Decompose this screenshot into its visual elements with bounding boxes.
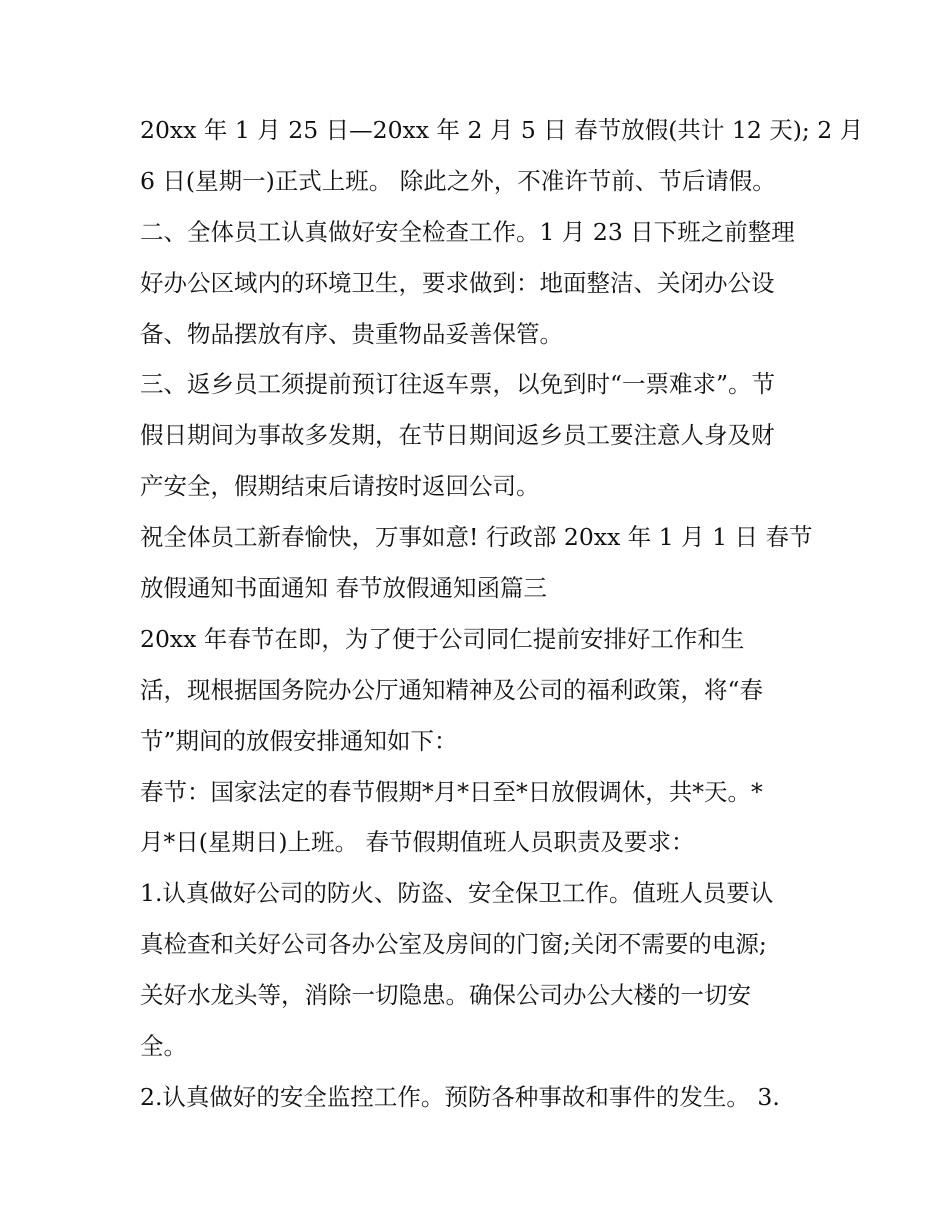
text-line: 三、返乡员工须提前预订往返车票，以免到时“一票难求”。节 <box>140 370 776 399</box>
text-line: 春节：国家法定的春节假期*月*日至*日放假调休，共*天。* <box>140 777 763 806</box>
text-line: 1.认真做好公司的防火、防盗、安全保卫工作。值班人员要认 <box>140 879 774 908</box>
text-line: 好办公区域内的环境卫生，要求做到：地面整洁、关闭办公设 <box>140 268 775 297</box>
text-line: 放假通知书面通知 春节放假通知函篇三 <box>140 574 547 603</box>
text-line: 二、全体员工认真做好安全检查工作。1 月 23 日下班之前整理 <box>140 217 795 246</box>
text-line: 产安全，假期结束后请按时返回公司。 <box>140 472 540 501</box>
text-line: 2.认真做好的安全监控工作。预防各种事故和事件的发生。 3. <box>140 1082 780 1111</box>
text-line: 真检查和关好公司各办公室及房间的门窗;关闭不需要的电源; <box>140 930 767 959</box>
notice-body-text <box>140 105 864 1123</box>
text-line: 活，现根据国务院办公厅通知精神及公司的福利政策，将“春 <box>140 675 764 704</box>
text-line: 关好水龙头等，消除一切隐患。确保公司办公大楼的一切安 <box>140 981 751 1010</box>
text-line: 备、物品摆放有序、贵重物品妥善保管。 <box>140 319 563 348</box>
text-line: 假日期间为事故多发期，在节日期间返乡员工要注意人身及财 <box>140 421 775 450</box>
text-line: 全。 <box>140 1032 187 1061</box>
text-line: 月*日(星期日)上班。 春节假期值班人员职责及要求： <box>140 828 695 857</box>
text-line: 节”期间的放假安排通知如下： <box>140 726 458 755</box>
text-line: 6 日(星期一)正式上班。 除此之外，不准许节前、节后请假。 <box>140 166 776 195</box>
text-line: 祝全体员工新春愉快，万事如意! 行政部 20xx 年 1 月 1 日 春节 <box>140 523 813 552</box>
text-line: 20xx 年 1 月 25 日—20xx 年 2 月 5 日 春节放假(共计 12 天); 2 月 <box>140 116 864 144</box>
text-line: 20xx 年春节在即，为了便于公司同仁提前安排好工作和生 <box>140 624 745 653</box>
